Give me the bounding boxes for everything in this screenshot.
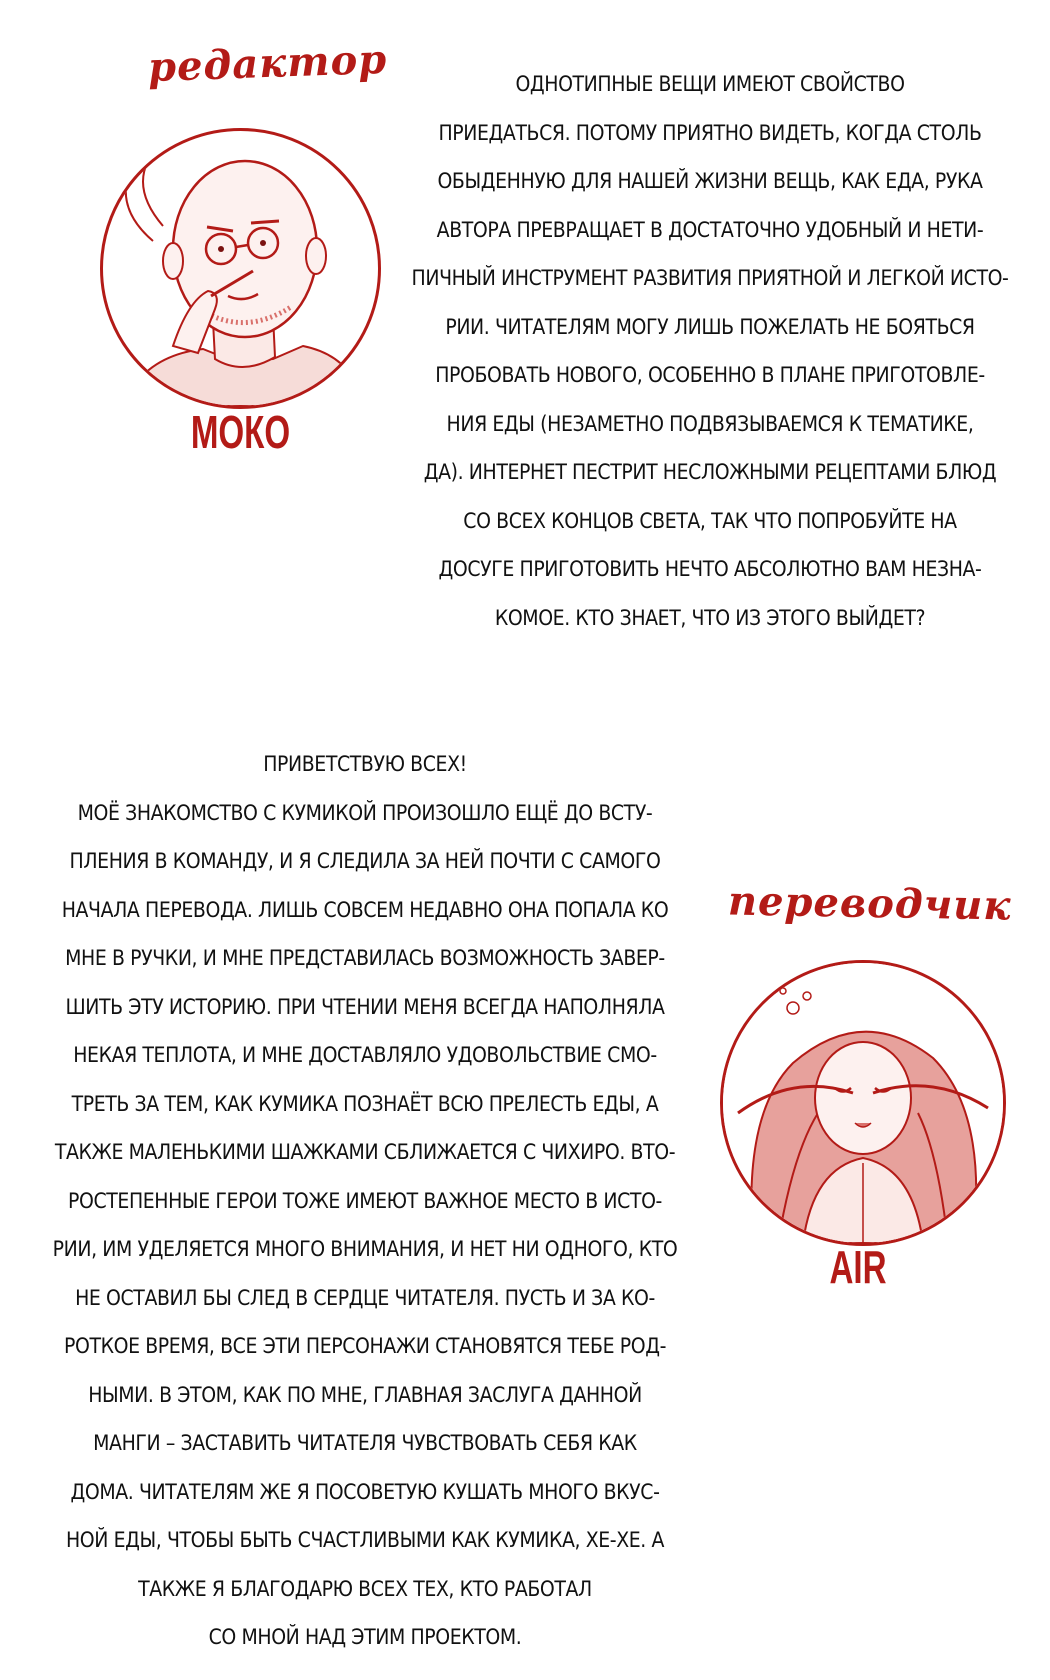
editor-name: МОКО bbox=[190, 406, 291, 458]
editor-role-title: редактор bbox=[147, 35, 388, 92]
editor-line: ПРИЕДАТЬСЯ. ПОТОМУ ПРИЯТНО ВИДЕТЬ, КОГДА СТОЛЬ bbox=[438, 120, 982, 145]
editor-line: АВТОРА ПРЕВРАЩАЕТ В ДОСТАТОЧНО УДОБНЫЙ И НЕТИ- bbox=[436, 217, 984, 242]
translator-line: ПРИВЕТСТВУЮ ВСЕХ! bbox=[263, 752, 467, 776]
translator-line: ТАКЖЕ Я БЛАГОДАРЮ ВСЕХ ТЕХ, КТО РАБОТАЛ bbox=[138, 1576, 592, 1601]
translator-line: МОЁ ЗНАКОМСТВО С КУМИКОЙ ПРОИЗОШЛО ЕЩЁ ДО ВСТУ- bbox=[77, 800, 653, 825]
translator-line: НЕКАЯ ТЕПЛОТА, И МНЕ ДОСТАВЛЯЛО УДОВОЛЬСТВИЕ СМО- bbox=[73, 1043, 657, 1067]
editor-line: ОДНОТИПНЫЕ ВЕЩИ ИМЕЮТ СВОЙСТВО bbox=[515, 72, 905, 96]
editor-portrait-drawing bbox=[103, 131, 378, 406]
translator-line: НАЧАЛА ПЕРЕВОДА. ЛИШЬ СОВСЕМ НЕДАВНО ОНА ПОПАЛА КО bbox=[61, 897, 669, 922]
translator-line: МАНГИ – ЗАСТАВИТЬ ЧИТАТЕЛЯ ЧУВСТВОВАТЬ СЕБЯ КАК bbox=[93, 1431, 637, 1455]
translator-line: СО МНОЙ НАД ЭТИМ ПРОЕКТОМ. bbox=[208, 1625, 522, 1649]
editor-line: ОБЫДЕННУЮ ДЛЯ НАШЕЙ ЖИЗНИ ВЕЩЬ, КАК ЕДА, РУКА bbox=[437, 169, 983, 193]
translator-line: ШИТЬ ЭТУ ИСТОРИЮ. ПРИ ЧТЕНИИ МЕНЯ ВСЕГДА НАПОЛНЯЛА bbox=[65, 994, 665, 1019]
translator-line: НЕ ОСТАВИЛ БЫ СЛЕД В СЕРДЦЕ ЧИТАТЕЛЯ. ПУСТЬ И ЗА КО- bbox=[75, 1285, 655, 1310]
translator-name: AIR bbox=[829, 1241, 887, 1293]
translator-line: ТРЕТЬ ЗА ТЕМ, КАК КУМИКА ПОЗНАЁТ ВСЮ ПРЕЛЕСТЬ ЕДЫ, А bbox=[71, 1091, 659, 1116]
translator-line: НЫМИ. В ЭТОМ, КАК ПО МНЕ, ГЛАВНАЯ ЗАСЛУГА ДАННОЙ bbox=[88, 1382, 642, 1407]
translator-line: ПЛЕНИЯ В КОМАНДУ, И Я СЛЕДИЛА ЗА НЕЙ ПОЧТИ С САМОГО bbox=[69, 849, 661, 873]
editor-line: СО ВСЕХ КОНЦОВ СВЕТА, ТАК ЧТО ПОПРОБУЙТЕ НА bbox=[463, 508, 957, 533]
editor-line: ДА). ИНТЕРНЕТ ПЕСТРИТ НЕСЛОЖНЫМИ РЕЦЕПТАМИ БЛЮД bbox=[423, 460, 997, 484]
translator-line: ДОМА. ЧИТАТЕЛЯМ ЖЕ Я ПОСОВЕТУЮ КУШАТЬ МНОГО ВКУС- bbox=[70, 1479, 660, 1504]
editor-message bbox=[390, 60, 1030, 642]
editor-line: НИЯ ЕДЫ (НЕЗАМЕТНО ПОДВЯЗЫВАЕМСЯ К ТЕМАТИКЕ, bbox=[446, 411, 974, 436]
editor-line: РИИ. ЧИТАТЕЛЯМ МОГУ ЛИШЬ ПОЖЕЛАТЬ НЕ БОЯТЬСЯ bbox=[445, 314, 975, 339]
editor-avatar bbox=[100, 128, 381, 409]
translator-role-title: переводчик bbox=[727, 877, 1012, 930]
editor-line: ПИЧНЫЙ ИНСТРУМЕНТ РАЗВИТИЯ ПРИЯТНОЙ И ЛЕГКОЙ ИСТО- bbox=[411, 266, 1009, 290]
translator-line: ТАКЖЕ МАЛЕНЬКИМИ ШАЖКАМИ СБЛИЖАЕТСЯ С ЧИХИРО. ВТО- bbox=[54, 1140, 676, 1164]
translator-line: МНЕ В РУЧКИ, И МНЕ ПРЕДСТАВИЛАСЬ ВОЗМОЖНОСТЬ ЗАВЕР- bbox=[65, 946, 665, 970]
translator-message bbox=[25, 740, 705, 1662]
editor-line: ПРОБОВАТЬ НОВОГО, ОСОБЕННО В ПЛАНЕ ПРИГОТОВЛЕ- bbox=[435, 363, 985, 387]
translator-line: РИИ, ИМ УДЕЛЯЕТСЯ МНОГО ВНИМАНИЯ, И НЕТ НИ ОДНОГО, КТО bbox=[52, 1237, 678, 1261]
editor-line: КОМОЕ. КТО ЗНАЕТ, ЧТО ИЗ ЭТОГО ВЫЙДЕТ? bbox=[494, 605, 926, 630]
translator-portrait-drawing bbox=[723, 963, 1003, 1243]
translator-line: РОТКОЕ ВРЕМЯ, ВСЕ ЭТИ ПЕРСОНАЖИ СТАНОВЯТСЯ ТЕБЕ РОД- bbox=[64, 1334, 666, 1358]
translator-avatar bbox=[720, 960, 1006, 1246]
editor-line: ДОСУГЕ ПРИГОТОВИТЬ НЕЧТО АБСОЛЮТНО ВАМ НЕЗНА- bbox=[438, 557, 982, 581]
translator-line: НОЙ ЕДЫ, ЧТОБЫ БЫТЬ СЧАСТЛИВЫМИ КАК КУМИКА, ХЕ-ХЕ. А bbox=[65, 1528, 665, 1552]
translator-line: РОСТЕПЕННЫЕ ГЕРОИ ТОЖЕ ИМЕЮТ ВАЖНОЕ МЕСТО В ИСТО- bbox=[68, 1188, 662, 1213]
